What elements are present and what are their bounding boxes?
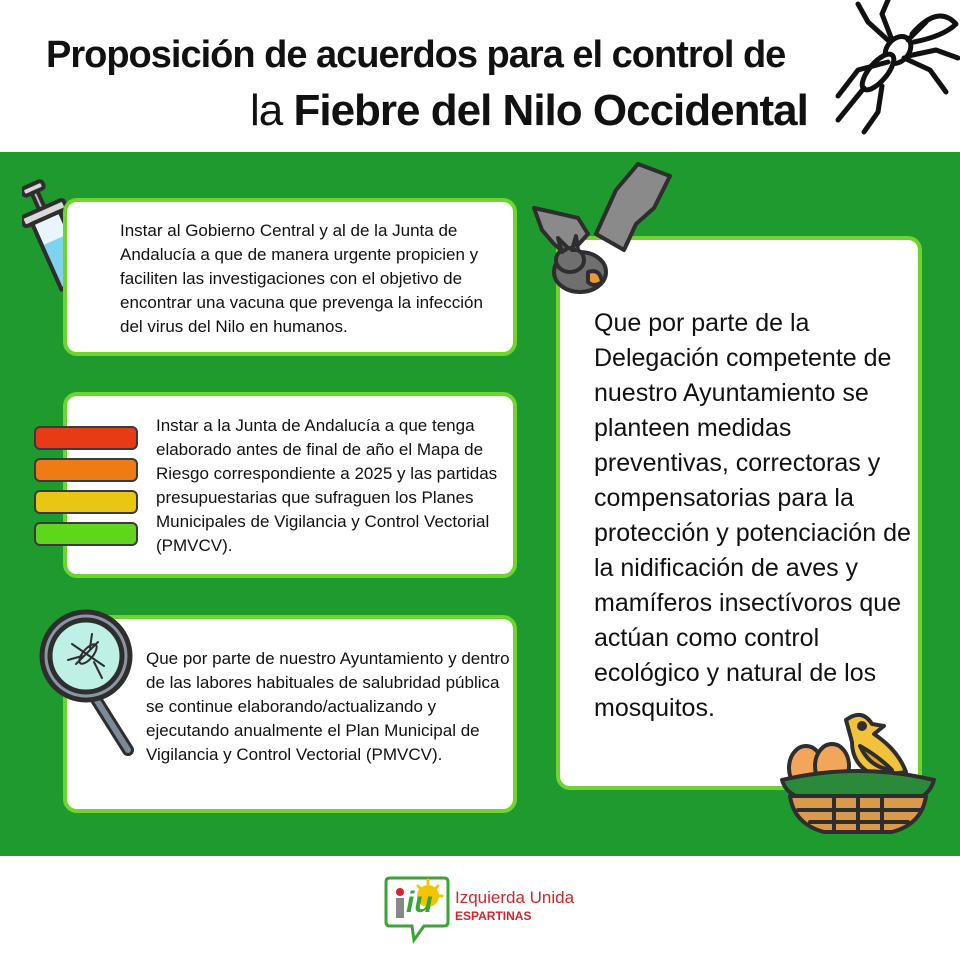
- proposal-card-1: [63, 198, 517, 356]
- title-line-1: Proposición de acuerdos para el control de: [46, 34, 786, 76]
- footer: [0, 856, 960, 960]
- title-prefix: la: [250, 86, 294, 135]
- proposal-text-2: Instar a la Junta de Andalucía a que tenga elaborado antes de final de año el Mapa de Riesgo correspondiente a 2025 y las partidas presupuestarias que sufraguen los Planes Municipales de Vigilancia y Control Vectorial (PMVCV).: [156, 416, 498, 555]
- proposal-card-2: [63, 392, 517, 578]
- magnifier-icon: [32, 604, 142, 758]
- proposal-text-1: Instar al Gobierno Central y al de la Junta de Andalucía a que de manera urgente propicien y faciliten las investigaciones con el objetivo de encontrar una vacuna que prevenga la infección del virus del Nilo en humanos.: [120, 221, 483, 336]
- risk-level-orange: [34, 458, 138, 482]
- risk-level-red: [34, 426, 138, 450]
- proposal-card-4: [556, 236, 922, 790]
- title-line-2: [250, 86, 808, 136]
- proposal-text-4: Que por parte de la Delegación competente de nuestro Ayuntamiento se planteen medidas preventivas, correctoras y compensatorias para la protección y potenciación de la nidificación de aves y mamíferos insectívoros que actúan como control ecológico y natural de los mosquitos.: [594, 309, 911, 722]
- risk-level-yellow: [34, 490, 138, 514]
- mosquito-icon: [818, 0, 960, 140]
- bird-nest-icon: [776, 708, 940, 838]
- bat-icon: [528, 160, 678, 300]
- header: [0, 0, 960, 152]
- logo-name: Izquierda Unida: [455, 888, 575, 907]
- logo-letters: iu: [406, 886, 433, 919]
- logo-place: ESPARTINAS: [455, 909, 532, 923]
- proposal-text-3: Que por parte de nuestro Ayuntamiento y dentro de las labores habituales de salubridad pública se continue elaborando/actualizando y ejecutando anualmente el Plan Municipal de Vigilancia y Control Vectorial (PMVCV).: [146, 649, 510, 764]
- risk-level-green: [34, 522, 138, 546]
- title-highlight: Fiebre del Nilo Occidental: [293, 86, 808, 135]
